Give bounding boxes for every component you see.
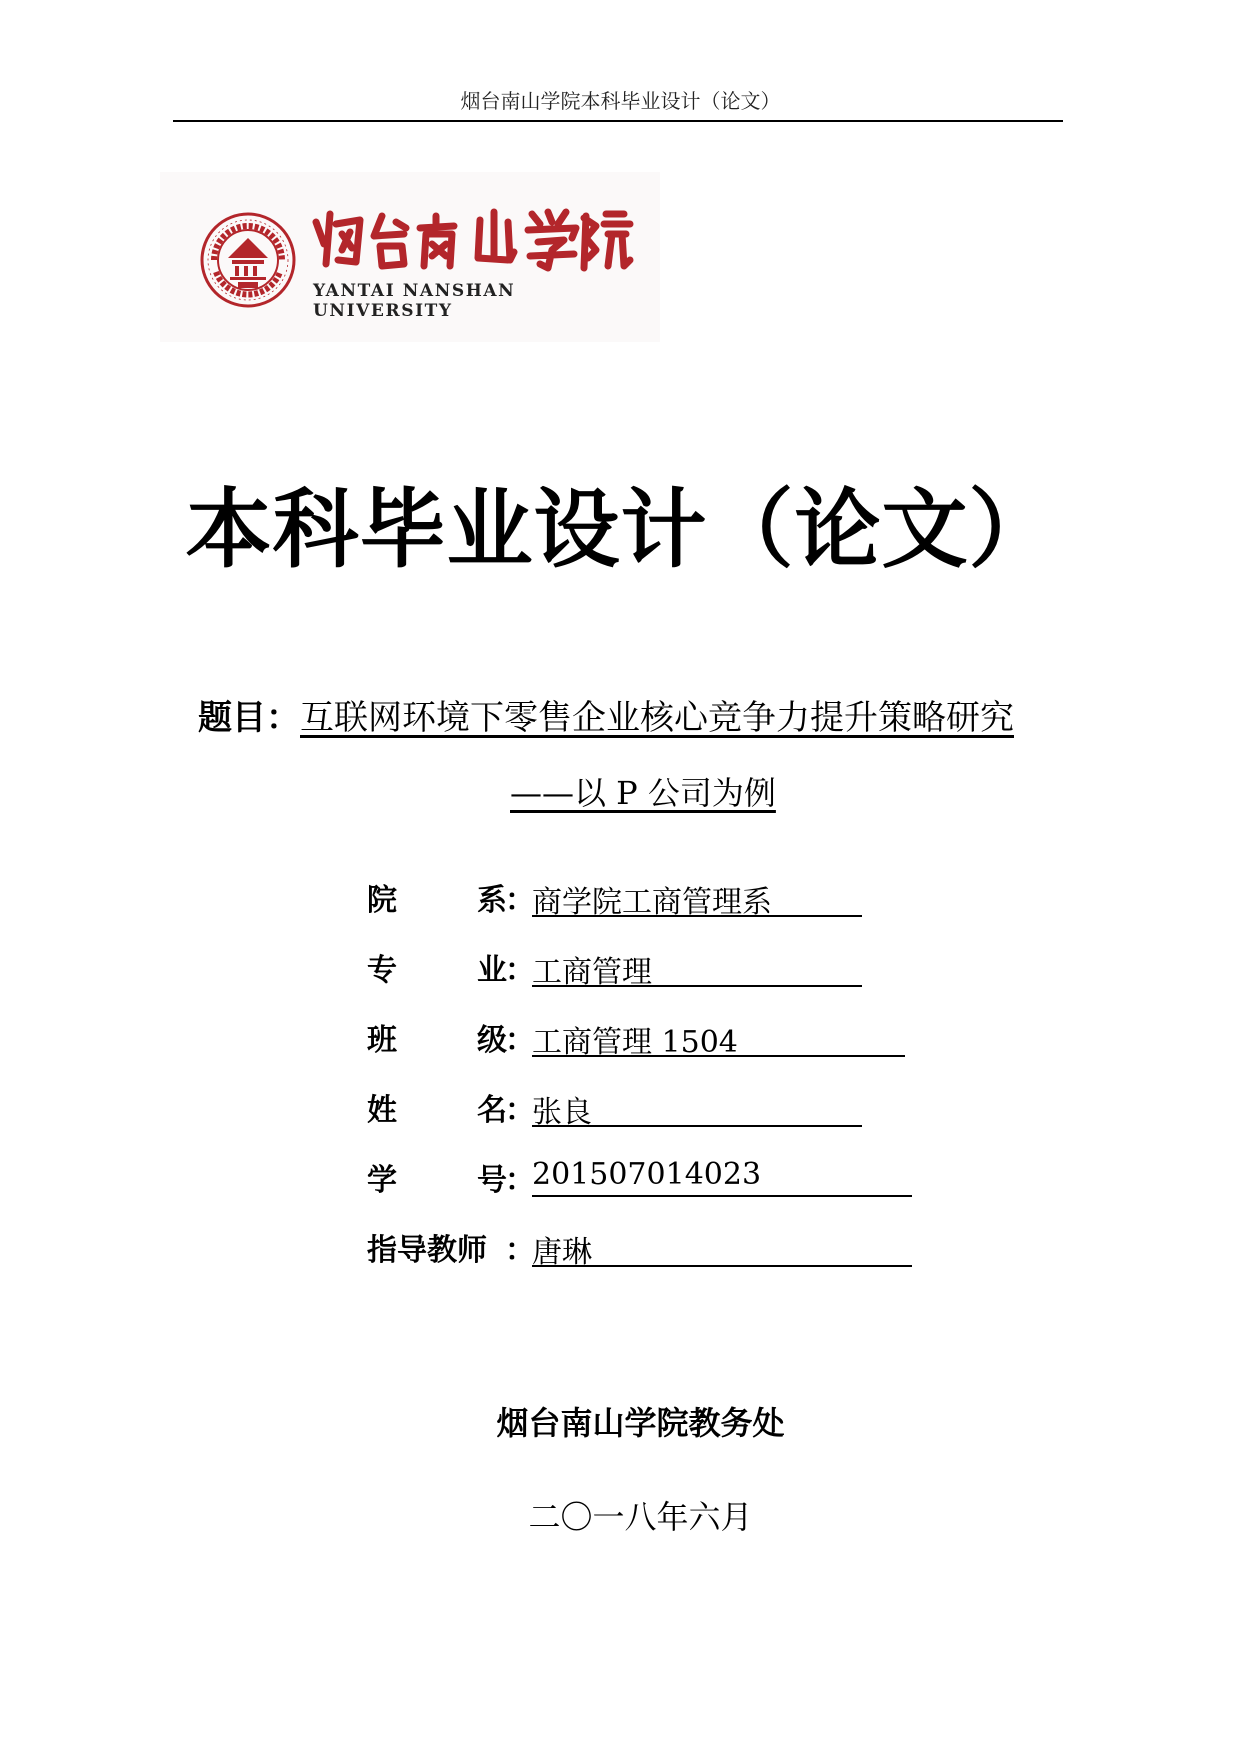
colon: ： bbox=[505, 1163, 535, 1198]
running-header: 烟台南山学院本科毕业设计（论文） bbox=[460, 89, 781, 113]
thesis-topic bbox=[198, 690, 1014, 739]
topic-label: 题目： bbox=[198, 698, 300, 738]
info-label: 指 导 教 师 bbox=[367, 1233, 487, 1268]
colon: ： bbox=[505, 883, 535, 918]
issuing-office: 烟台南山学院教务处 bbox=[496, 1404, 785, 1442]
colon: ： bbox=[505, 1023, 535, 1058]
topic-text: 互联网环境下零售企业核心竞争力提升策略研究 bbox=[300, 698, 1014, 738]
thesis-subtitle: ——以 P 公司为例 bbox=[510, 774, 776, 812]
info-value: 张良 bbox=[532, 1095, 592, 1130]
info-value: 商学院工商管理系 bbox=[532, 885, 772, 920]
issue-date: 二〇一八年六月 bbox=[528, 1498, 753, 1536]
info-label: 姓 名 bbox=[367, 1093, 507, 1128]
info-label: 专 业 bbox=[367, 953, 507, 988]
university-logo bbox=[160, 172, 660, 342]
underline bbox=[532, 1195, 912, 1197]
colon: ： bbox=[505, 953, 535, 988]
university-seal-icon bbox=[200, 212, 296, 308]
underline bbox=[532, 1125, 862, 1127]
info-value: 工商管理 bbox=[532, 955, 652, 990]
underline bbox=[532, 1265, 912, 1267]
underline bbox=[532, 985, 862, 987]
info-value: 唐琳 bbox=[532, 1235, 592, 1270]
university-english-name: YANTAI NANSHAN UNIVERSITY bbox=[313, 281, 516, 321]
info-value: 工商管理 1504 bbox=[532, 1025, 738, 1060]
info-label: 学 号 bbox=[367, 1163, 507, 1198]
underline bbox=[532, 915, 862, 917]
header-rule bbox=[173, 120, 1063, 122]
document-title: 本科毕业设计（论文） bbox=[185, 480, 1056, 580]
underline bbox=[532, 1055, 905, 1057]
info-value: 201507014023 bbox=[532, 1157, 762, 1192]
colon: ： bbox=[505, 1093, 535, 1128]
colon: ： bbox=[505, 1233, 535, 1268]
info-label: 院 系 bbox=[367, 883, 507, 918]
university-calligraphy-logo bbox=[308, 204, 634, 274]
info-label: 班 级 bbox=[367, 1023, 507, 1058]
